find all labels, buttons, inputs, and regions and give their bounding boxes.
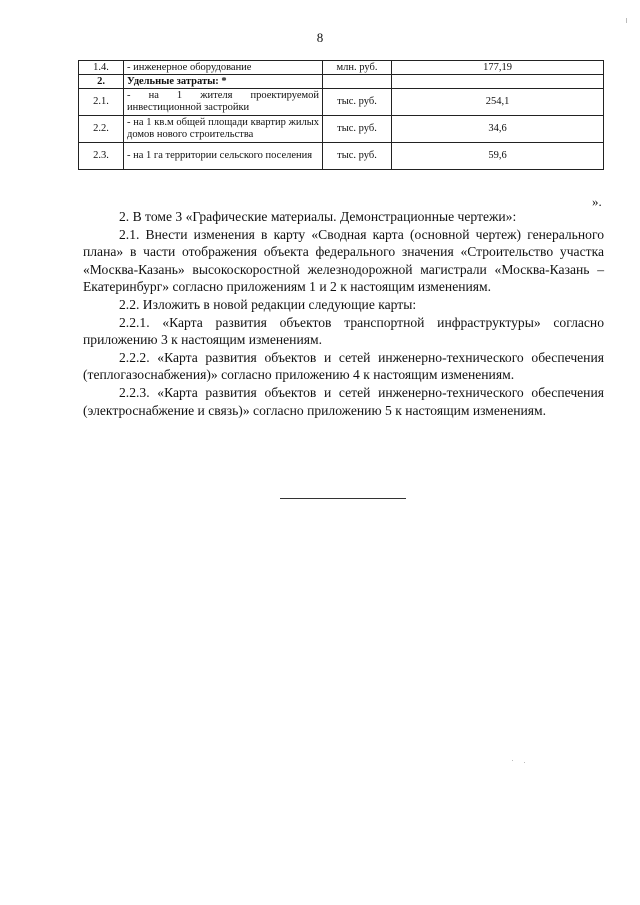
scan-speck	[524, 762, 525, 763]
row-unit: тыс. руб.	[323, 143, 392, 170]
row-value	[392, 75, 604, 89]
page-number: 8	[316, 30, 324, 45]
row-number: 1.4.	[79, 61, 124, 75]
row-unit: млн. руб.	[323, 61, 392, 75]
paragraph-volume-3: 2. В томе 3 «Графические материалы. Демонстрационные чертежи»:	[119, 209, 517, 224]
paragraph-2-1: 2.1. Внести изменения в карту «Сводная карта (основной чертеж) генерального плана» в части отображения объекта федерального значения «Строительство участка «Москва-Казань» высокоскоростной железнодорожной магистрали «Москва-Казань – Екатеринбург» согласно приложениям 1 и 2 к настоящим изменениям.	[83, 226, 604, 295]
row-number: 2.1.	[79, 89, 124, 116]
paragraph-2-2-2: 2.2.2. «Карта развития объектов и сетей инженерно-технического обеспечения (теплогазоснабжения)» согласно приложению 4 к настоящим изменениям.	[83, 349, 604, 383]
paragraph-2-2: 2.2. Изложить в новой редакции следующие карты:	[119, 296, 417, 312]
scan-speck	[512, 760, 513, 761]
row-number: 2.	[79, 75, 124, 89]
row-description: - инженерное оборудование	[124, 61, 323, 75]
row-description: - на 1 га территории сельского поселения	[124, 143, 323, 170]
row-value: 34,6	[392, 116, 604, 143]
table-row	[79, 89, 604, 116]
row-value: 59,6	[392, 143, 604, 170]
row-unit: тыс. руб.	[323, 89, 392, 116]
row-number: 2.3.	[79, 143, 124, 170]
row-description: Удельные затраты: *	[124, 75, 323, 89]
row-description: - на 1 жителя проектируемой инвестиционной застройки	[124, 89, 323, 116]
table-row	[79, 143, 604, 170]
row-number: 2.2.	[79, 116, 124, 143]
row-unit	[323, 75, 392, 89]
table-row	[79, 116, 604, 143]
row-value: 177,19	[392, 61, 604, 75]
paragraph-2-2-1: 2.2.1. «Карта развития объектов транспортной инфраструктуры» согласно приложению 3 к настоящим изменениям.	[83, 314, 604, 348]
cost-table	[78, 60, 604, 170]
scan-speck	[626, 18, 627, 23]
paragraph-2-2-3: 2.2.3. «Карта развития объектов и сетей инженерно-технического обеспечения (электроснабжение и связь)» согласно приложению 5 к настоящим изменениям.	[83, 384, 604, 418]
end-separator-line	[280, 498, 406, 499]
row-value: 254,1	[392, 89, 604, 116]
table-row	[79, 61, 604, 75]
row-description: - на 1 кв.м общей площади квартир жилых домов нового строительства	[124, 116, 323, 143]
row-unit: тыс. руб.	[323, 116, 392, 143]
table-row	[79, 75, 604, 89]
document-body	[83, 208, 604, 419]
closing-quote: ».	[592, 194, 602, 209]
